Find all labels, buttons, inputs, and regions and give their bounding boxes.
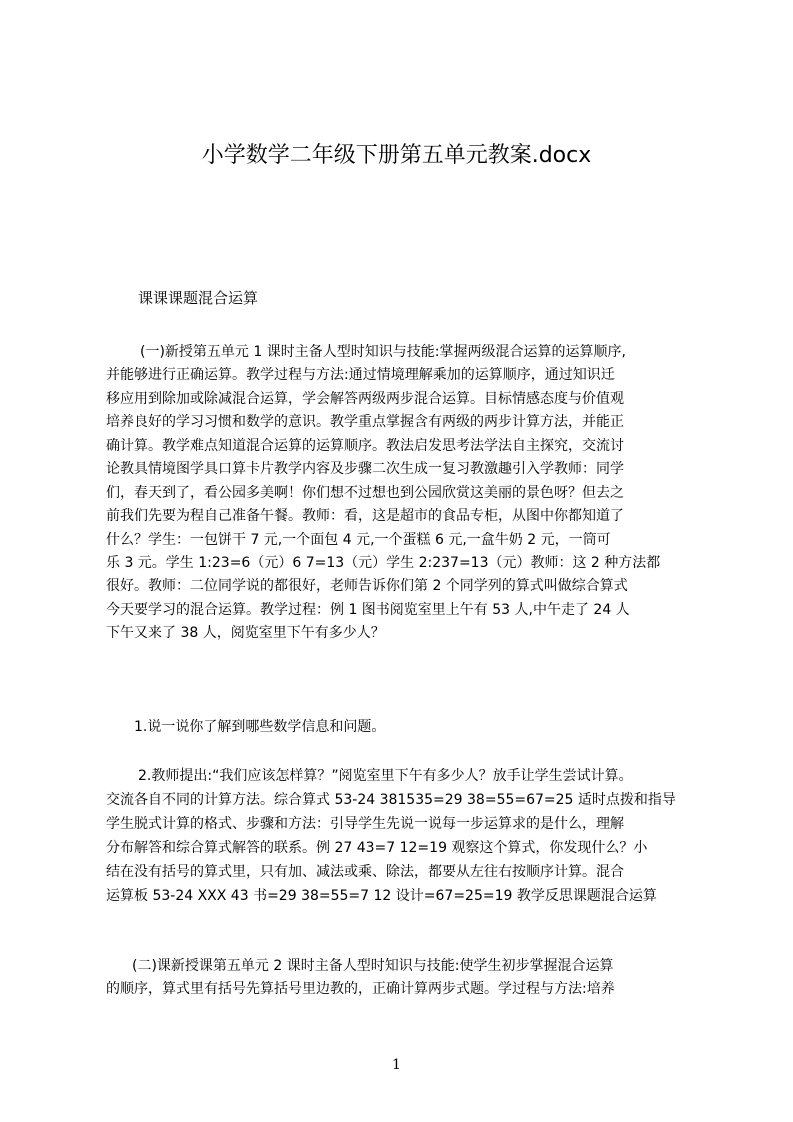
document-title: 小学数学二年级下册第五单元教案.docx xyxy=(201,143,592,168)
text-line: 并能够进行正确运算。教学过程与方法:通过情境理解乘加的运算顺序，通过知识迁 xyxy=(106,367,615,384)
paragraph-step-1 xyxy=(134,716,734,739)
paragraph-new-lesson-2 xyxy=(106,955,706,1002)
text-line: 下午又来了 38 人，阅览室里下午有多少人？ xyxy=(106,625,385,642)
text-line: (一)新授第五单元 1 课时主备人型时知识与技能:掌握两级混合运算的运算顺序, xyxy=(140,344,626,360)
text-line: 论教具情境图学具口算卡片教学内容及步骤二次生成一复习教激趣引入学教师：同学 xyxy=(106,461,624,478)
text-line: 学生脱式计算的格式、步骤和方法：引导学生先说一说每一步运算求的是什么，理解 xyxy=(106,816,624,833)
text-line: 们，春天到了，看公园多美啊！你们想不过想也到公园欣赏这美丽的景色呀？但去之 xyxy=(106,484,624,501)
text-line: 确计算。教学难点知道混合运算的运算顺序。教法启发思考法学法自主探究，交流讨 xyxy=(106,437,624,454)
text-line: 什么？学生：一包饼干 7 元,一个面包 4 元,一个蛋糕 6 元,一盒牛奶 2 元，一筒可 xyxy=(106,531,611,548)
text-line: 乐 3 元。学生 1:23=6（元）6 7=13（元）学生 2:237=13（元）教师：这 2 种方法都 xyxy=(106,554,661,571)
text-line: 交流各自不同的计算方法。综合算式 53-24 381535=29 38=55=67=25 适时点拨和指导 xyxy=(106,792,676,809)
paragraph-step-2 xyxy=(106,764,706,909)
text-line: 2.教师提出:“我们应该怎样算？”阅览室里下午有多少人？放手让学生尝试计算。 xyxy=(138,768,633,784)
text-line: 很好。教师：二位同学说的都很好，老师告诉你们第 2 个同学列的算式叫做综合算式 xyxy=(106,578,628,595)
text-line: 结在没有括号的算式里，只有加、减法或乘、除法，都要从左往右按顺序计算。混合 xyxy=(106,864,624,881)
text-line: 培养良好的学习习惯和数学的意识。教学重点掌握含有两级的两步计算方法，并能正 xyxy=(106,414,624,431)
text-line: 今天要学习的混合运算。教学过程：例 1 图书阅览室里上午有 53 人,中午走了 24 人 xyxy=(106,601,630,618)
lesson-heading: 课课课题混合运算 xyxy=(138,289,259,307)
text-line: 前我们先要为程自己准备午餐。教师：看，这是超市的食品专柜，从图中你都知道了 xyxy=(106,508,624,525)
text-line: 移应用到除加或除减混合运算，学会解答两级两步混合运算。目标情感态度与价值观 xyxy=(106,390,624,407)
text-line: 运算板 53-24 XXX 43 书=29 38=55=7 12 设计=67=25=19 教学反思课题混合运算 xyxy=(106,888,657,905)
page-number: 1 xyxy=(392,1057,401,1073)
text-line: 的顺序，算式里有括号先算括号里边教的，正确计算两步式题。学过程与方法:培养 xyxy=(106,981,615,998)
text-line: 1.说一说你了解到哪些数学信息和问题。 xyxy=(134,719,386,735)
text-line: (二)课新授课第五单元 2 课时主备人型时知识与技能:使学生初步掌握混合运算 xyxy=(132,958,614,974)
paragraph-new-lesson-1 xyxy=(106,341,706,646)
text-line: 分布解答和综合算式解答的联系。例 27 43=7 12=19 观察这个算式，你发现什么？小 xyxy=(106,840,648,857)
